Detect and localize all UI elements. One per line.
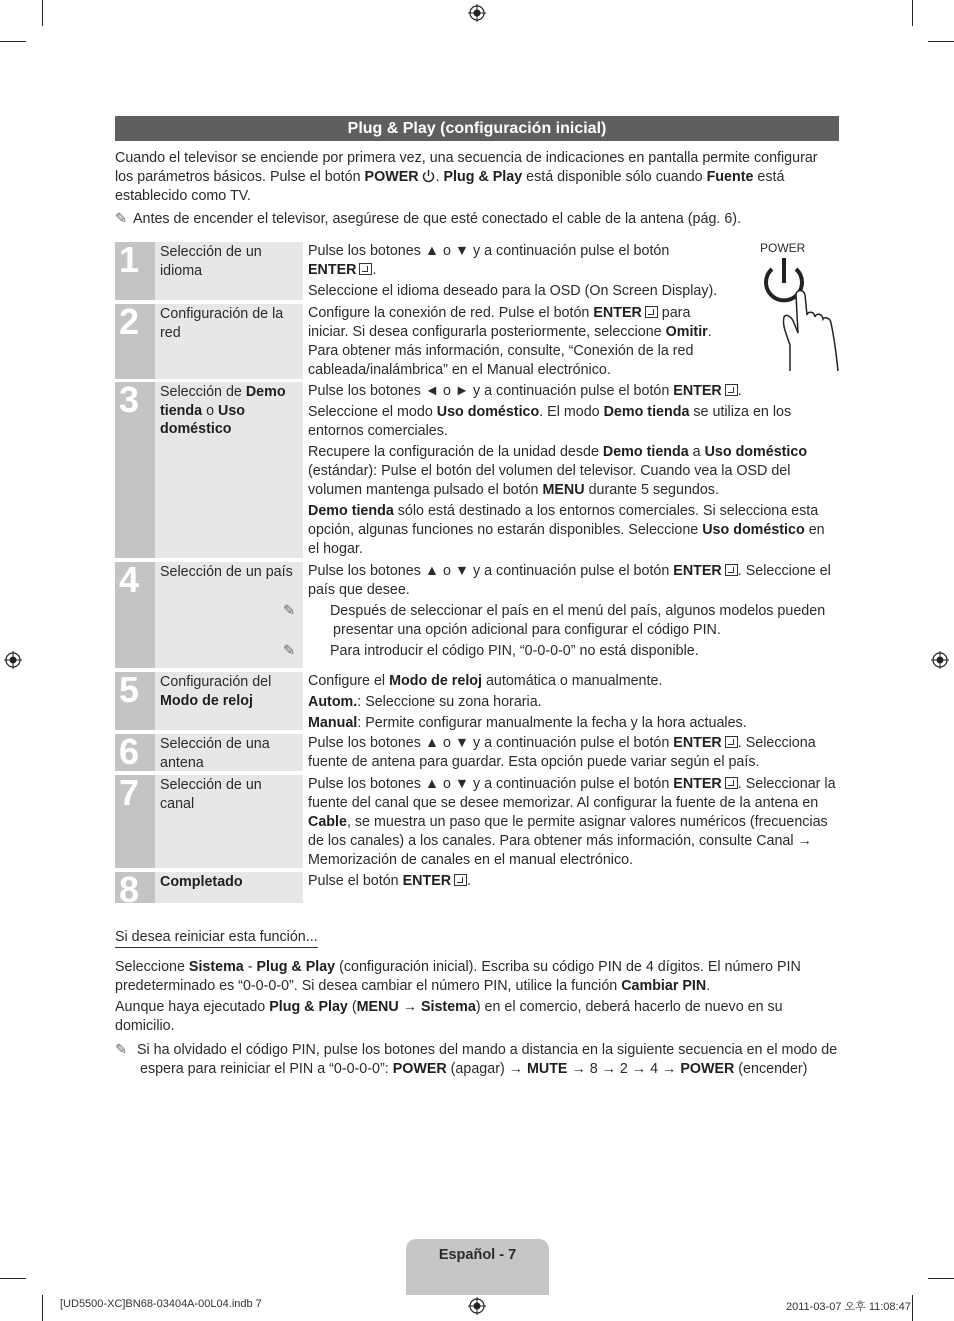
power-label: POWER xyxy=(760,241,806,255)
step-number: 3 xyxy=(115,382,155,558)
step-label xyxy=(155,775,303,868)
registration-mark-icon xyxy=(468,1297,486,1315)
step-number: 1 xyxy=(115,242,155,300)
registration-mark-icon xyxy=(931,651,949,669)
pencil-note-icon: ✎ xyxy=(283,603,295,619)
pin-note: ✎ Si ha olvidado el código PIN, pulse los botones del mando a distancia en la siguiente secuencia en el modo de espera para reiniciar el PIN a “0-0-0-0”: POWER (apagar) → MUTE → 8 → 2 → 4 → POWER (encender) xyxy=(115,1042,838,1077)
step-row xyxy=(115,379,839,558)
enter-icon xyxy=(645,306,658,318)
step-row xyxy=(115,731,839,772)
crop-mark xyxy=(912,0,913,26)
step-label-text: Selección de un país xyxy=(160,564,293,580)
step-description: Pulse los botones ▲ o ▼ y a continuación pulse el botón ENTER . Seleccionar la fuente del canal que se desee memorizar. Al configurar la fuente de la antena en Cable, se muestra un paso que le permite asignar valores numéricos (frecuencias de los canales) a los canales. Para obtener más información, consulte Canal → Memorización de canales en el manual electrónico. xyxy=(308,776,836,868)
crop-mark xyxy=(42,0,43,26)
enter-icon xyxy=(725,384,738,396)
reset-paragraph-2: Aunque haya ejecutado Plug & Play (MENU → Sistema) en el comercio, deberá hacerlo de nuevo en su domicilio. xyxy=(115,999,783,1034)
step-description: Configure la conexión de red. Pulse el botón ENTER para iniciar. Si desea configurarla posteriormente, seleccione Omitir. Para obtener más información, consulte, “Conexión de la red cableada/inalámbrica” en el Manual electrónico. xyxy=(308,305,712,378)
step-label-text: Selección de un canal xyxy=(160,777,262,812)
step-label xyxy=(155,672,303,730)
crop-mark xyxy=(42,1295,43,1321)
print-date: 2011-03-07 오후 11:08:47 xyxy=(786,1301,911,1313)
step-description: Pulse los botones ◄ o ► y a continuación pulse el botón ENTER . Seleccione el modo Uso doméstico. El modo Demo tienda se utiliza en los entornos comerciales. Recupere la configuración de la unidad desde Demo tienda a Uso doméstico (estándar): Pulse el botón del volumen del televisor. Cuando vea la OSD del volumen mantenga pulsado el botón MENU durante 5 segundos. Demo tienda sólo está destinado a los entornos comerciales. Si selecciona esta opción, algunas funciones no estarán disponibles. Seleccione Uso doméstico en el hogar. xyxy=(308,383,825,557)
step-description: Pulse el botón ENTER . xyxy=(308,873,472,889)
enter-icon xyxy=(725,777,738,789)
step-label xyxy=(155,734,303,771)
enter-icon xyxy=(725,564,738,576)
step-label xyxy=(155,242,303,300)
step-label-text: Selección de Demo tienda o Uso doméstico xyxy=(160,384,286,437)
step-number: 8 xyxy=(115,872,155,903)
registration-mark-icon xyxy=(4,651,22,669)
step-label-text: Selección de una antena xyxy=(160,736,270,771)
section-title: Plug & Play (configuración inicial) xyxy=(115,116,839,141)
intro-paragraph: Cuando el televisor se enciende por primera vez, una secuencia de indicaciones en pantalla permite configurar los parámetros básicos. Pulse el botón POWER . Plug & Play está disponible sólo cuando Fuente está establecido como TV. xyxy=(115,150,818,204)
pencil-note-icon: ✎ xyxy=(115,1042,127,1058)
step-number: 2 xyxy=(115,304,155,379)
enter-icon xyxy=(359,263,372,275)
crop-mark xyxy=(912,1295,913,1321)
power-icon xyxy=(421,169,436,183)
step-description: Configure el Modo de reloj automática o manualmente. Autom.: Seleccione su zona horaria. Manual: Permite configurar manualmente la fecha y la hora actuales. xyxy=(308,673,747,731)
step-description: Pulse los botones ▲ o ▼ y a continuación pulse el botón ENTER . Seleccione el idioma deseado para la OSD (On Screen Display). xyxy=(308,243,718,299)
step-label-text: Configuración de la red xyxy=(160,306,284,341)
step-number: 7 xyxy=(115,775,155,868)
step-label-text: Completado xyxy=(160,874,243,890)
page-number-tab xyxy=(406,1239,549,1295)
step-label xyxy=(155,562,303,668)
step-number: 6 xyxy=(115,734,155,771)
page-number: Español - 7 xyxy=(438,1247,517,1263)
step-row xyxy=(115,301,839,379)
step-label xyxy=(155,382,303,558)
pencil-note-icon: ✎ xyxy=(115,211,127,227)
crop-mark xyxy=(928,1278,954,1279)
antenna-note: ✎ Antes de encender el televisor, asegúrese de que esté conectado el cable de la antena (pág. 6). xyxy=(115,211,742,227)
step-label-text: Selección de un idioma xyxy=(160,244,262,279)
step-row xyxy=(115,869,839,910)
crop-mark xyxy=(0,41,26,42)
reset-heading: Si desea reiniciar esta función... xyxy=(115,929,318,948)
enter-icon xyxy=(725,736,738,748)
step-number: 5 xyxy=(115,672,155,730)
step-description: Pulse los botones ▲ o ▼ y a continuación pulse el botón ENTER . Seleccione el país que desee. ✎ Después de seleccionar el país en el menú del país, algunos modelos pueden presentar una opción adicional para configurar el código PIN. ✎ Para introducir el código PIN, “0-0-0-0” no está disponible. xyxy=(283,563,831,659)
crop-mark xyxy=(928,41,954,42)
step-row xyxy=(115,669,839,731)
enter-icon xyxy=(454,874,467,886)
registration-mark-icon xyxy=(468,4,486,22)
print-file-info: [UD5500-XC]BN68-03404A-00L04.indb 7 xyxy=(60,1298,262,1310)
step-number: 4 xyxy=(115,562,155,668)
crop-mark xyxy=(0,1278,26,1279)
step-row xyxy=(115,239,839,300)
step-description: Pulse los botones ▲ o ▼ y a continuación pulse el botón ENTER . Selecciona fuente de antena para guardar. Esta opción puede variar según el país. xyxy=(308,735,816,770)
reset-paragraph: Seleccione Sistema - Plug & Play (configuración inicial). Escriba su código PIN de 4 dígitos. El número PIN predeterminado es “0-0-0-0”. Si desea cambiar el número PIN, utilice la función Cambiar PIN. xyxy=(115,959,801,994)
step-row xyxy=(115,559,839,668)
step-label xyxy=(155,872,303,903)
step-label xyxy=(155,304,303,379)
pencil-note-icon: ✎ xyxy=(283,643,295,659)
step-row xyxy=(115,772,839,868)
step-label-text: Configuración del Modo de reloj xyxy=(160,674,272,709)
